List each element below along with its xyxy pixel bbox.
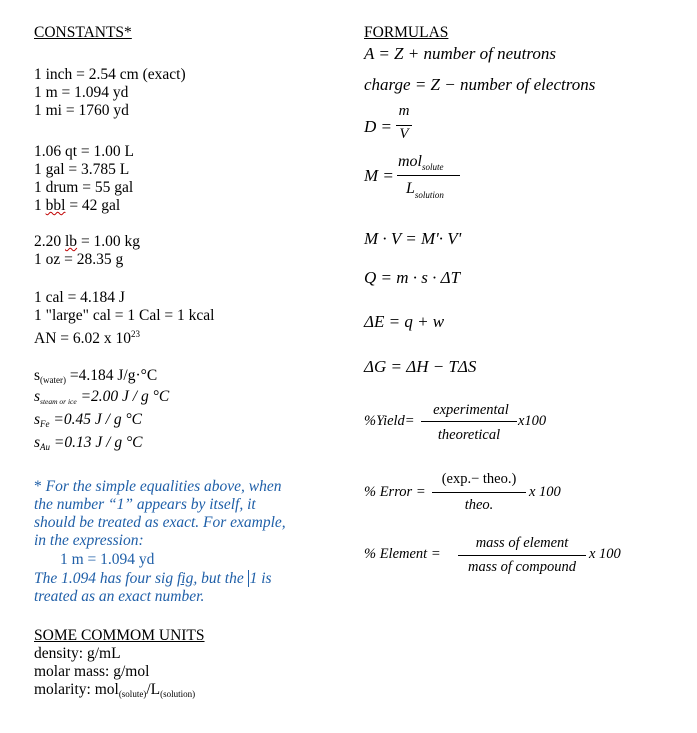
formula-element-rhs: x 100: [589, 546, 621, 562]
formula-yield-denominator: theoretical: [437, 427, 501, 443]
unit-molarity: molarity: $mol_{(solute)}/L_{(solution)}$: [34, 681, 196, 699]
formula-error-denominator: theo.: [464, 497, 494, 513]
formula-element-lhs: % Element =: [364, 546, 441, 562]
formula-dilution: M · V = M'· V': [364, 229, 462, 248]
constant-mile: 1 mi = 1760 yd: [34, 102, 129, 119]
note-line-2: the number “1” appears by itself, it: [34, 496, 256, 513]
constant-calorie: 1 cal = 4.184 J: [34, 289, 125, 306]
specific-heat-water: $s_{(water)} =4.184$ J/g·°C: [34, 367, 158, 385]
formula-molarity-numerator: mol$_{solute}$: [398, 153, 444, 172]
constant-drum: 1 drum = 55 gal: [34, 179, 134, 196]
constant-inch: 1 inch = 2.54 cm (exact): [34, 66, 186, 83]
formula-density-denominator: V: [399, 126, 409, 142]
formula-error-lhs: % Error =: [364, 484, 426, 500]
constant-barrel: 1 bbl = 42 gal: [34, 197, 121, 214]
formula-heat: Q = m · s · ΔT: [364, 268, 461, 287]
formula-yield-bar: [421, 421, 517, 422]
unit-density: density: g/mL: [34, 645, 121, 662]
formula-yield-numerator: experimental: [433, 402, 509, 418]
constant-pound: 2.20 lb = 1.00 kg: [34, 233, 141, 250]
note-example: 1 m = 1.094 yd: [60, 551, 155, 568]
formula-element-bar: [458, 555, 586, 556]
formula-element-denominator: mass of compound: [468, 559, 576, 575]
formula-density-numerator: m: [398, 103, 410, 119]
formula-error-bar: [432, 492, 526, 493]
unit-molar-mass: molar mass: g/mol: [34, 663, 150, 680]
formula-yield-rhs: x100: [518, 413, 547, 429]
formula-yield-lhs: %Yield=: [364, 413, 415, 429]
formula-molarity-lhs: M =: [364, 166, 394, 185]
units-heading: SOME COMMOM UNITS: [34, 627, 205, 644]
note-line-4: in the expression:: [34, 532, 144, 549]
constant-ounce: 1 oz = 28.35 g: [34, 251, 124, 268]
constants-heading: CONSTANTS*: [34, 24, 132, 41]
note-line-1: * For the simple equalities above, when: [34, 478, 282, 495]
constant-large-calorie: 1 "large" cal = 1 Cal = 1 kcal: [34, 307, 215, 324]
formula-energy: ΔE = q + w: [364, 312, 445, 331]
formula-charge: charge = Z − number of electrons: [364, 75, 596, 94]
formula-density-lhs: D =: [364, 117, 392, 136]
formula-molarity-bar: [397, 175, 460, 176]
constant-meter: 1 m = 1.094 yd: [34, 84, 129, 101]
formula-element-numerator: mass of element: [475, 535, 569, 551]
note-line-3: should be treated as exact. For example,: [34, 514, 286, 531]
formulas-heading: FORMULAS: [364, 24, 449, 41]
constant-gallon: 1 gal = 3.785 L: [34, 161, 130, 178]
formula-error-numerator: (exp.− theo.): [441, 471, 517, 487]
note-line-7: treated as an exact number.: [34, 588, 205, 605]
constant-quart: 1.06 qt = 1.00 L: [34, 143, 135, 160]
formula-molarity-denominator: $L_{solution}$: [406, 180, 444, 200]
formula-error-rhs: x 100: [529, 484, 561, 500]
constant-avogadro: AN = 6.02 x $10^{23}$: [34, 329, 141, 347]
specific-heat-gold: $s_{Au} =0.13$ J / g °C: [34, 434, 143, 452]
specific-heat-iron: $s_{Fe} =0.45$ J / g °C: [34, 411, 142, 429]
formula-gibbs: ΔG = ΔH − TΔS: [364, 357, 477, 376]
formula-mass-number: A = Z + number of neutrons: [364, 44, 557, 63]
note-line-6: The 1.094 has four sig fig, but the 1 is: [34, 570, 272, 587]
specific-heat-steam-ice: $s_{steam or ice} =2.00$ J / g °C: [34, 388, 170, 406]
